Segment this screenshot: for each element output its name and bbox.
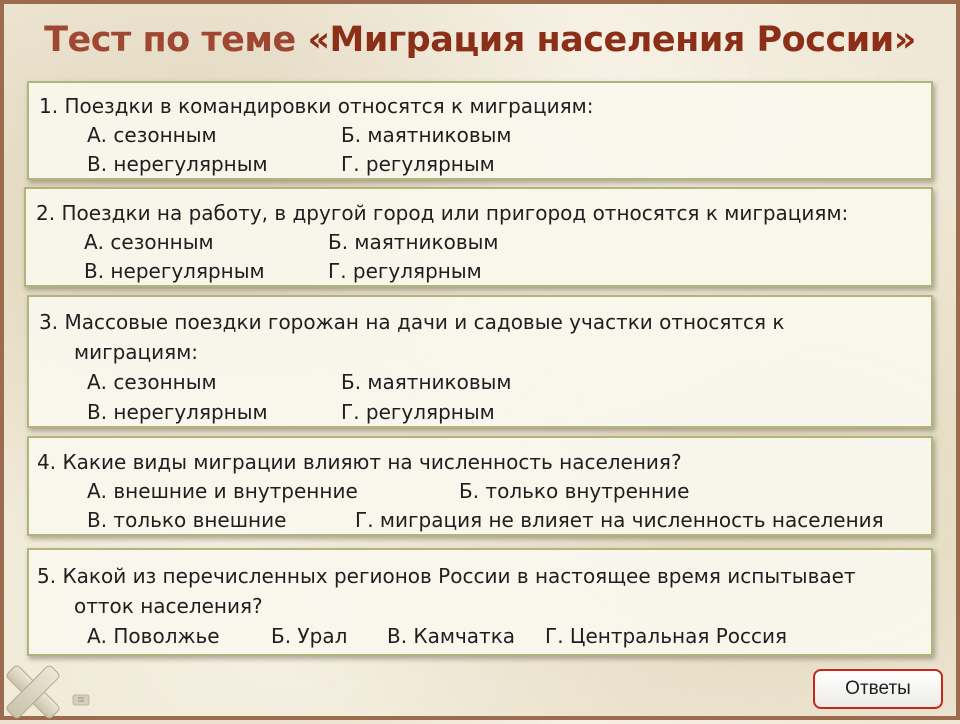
question-2 [24, 187, 933, 287]
question-3 [27, 295, 933, 428]
option-c[interactable]: В. нерегулярным [87, 152, 268, 176]
question-text: 4. Какие виды миграции влияют на численность населения? [37, 450, 682, 474]
page-title [0, 20, 960, 60]
question-text: 2. Поездки на работу, в другой город или пригород относятся к миграциям: [36, 201, 849, 225]
option-c[interactable]: В. Камчатка [387, 624, 516, 648]
option-a[interactable]: А. Поволжье [87, 624, 220, 648]
option-b[interactable]: Б. маятниковым [328, 230, 499, 254]
question-5 [27, 548, 933, 656]
option-c[interactable]: В. только внешние [87, 508, 287, 532]
option-d[interactable]: Г. регулярным [341, 152, 495, 176]
option-b[interactable]: Б. только внутренние [459, 479, 690, 503]
question-4 [27, 436, 933, 536]
option-a[interactable]: А. сезонным [87, 370, 217, 394]
option-d[interactable]: Г. Центральная Россия [545, 624, 788, 648]
option-d[interactable]: Г. регулярным [341, 400, 495, 424]
option-b[interactable]: Б. Урал [271, 624, 348, 648]
option-c[interactable]: В. нерегулярным [87, 400, 268, 424]
nav-arrow-icon[interactable] [72, 692, 94, 706]
question-text: 5. Какой из перечисленных регионов России в настоящее время испытывает [37, 564, 856, 588]
question-1 [27, 81, 933, 180]
title-topic: «Миграция населения России» [307, 20, 916, 60]
option-d[interactable]: Г. миграция не влияет на численность населения [355, 508, 884, 532]
option-a[interactable]: А. внешние и внутренние [87, 479, 358, 503]
answers-button[interactable]: Ответы [813, 669, 943, 709]
question-text-continued: отток населения? [74, 594, 263, 618]
question-text: 3. Массовые поездки горожан на дачи и садовые участки относятся к [39, 310, 785, 334]
question-text-continued: миграциям: [74, 340, 199, 364]
option-a[interactable]: А. сезонным [84, 230, 214, 254]
question-text: 1. Поездки в командировки относятся к миграциям: [39, 94, 594, 118]
option-d[interactable]: Г. регулярным [328, 259, 482, 283]
option-c[interactable]: В. нерегулярным [84, 259, 265, 283]
close-x-icon[interactable] [0, 660, 66, 720]
title-prefix: Тест по теме [44, 20, 308, 60]
option-b[interactable]: Б. маятниковым [341, 123, 512, 147]
option-a[interactable]: А. сезонным [87, 123, 217, 147]
option-b[interactable]: Б. маятниковым [341, 370, 512, 394]
